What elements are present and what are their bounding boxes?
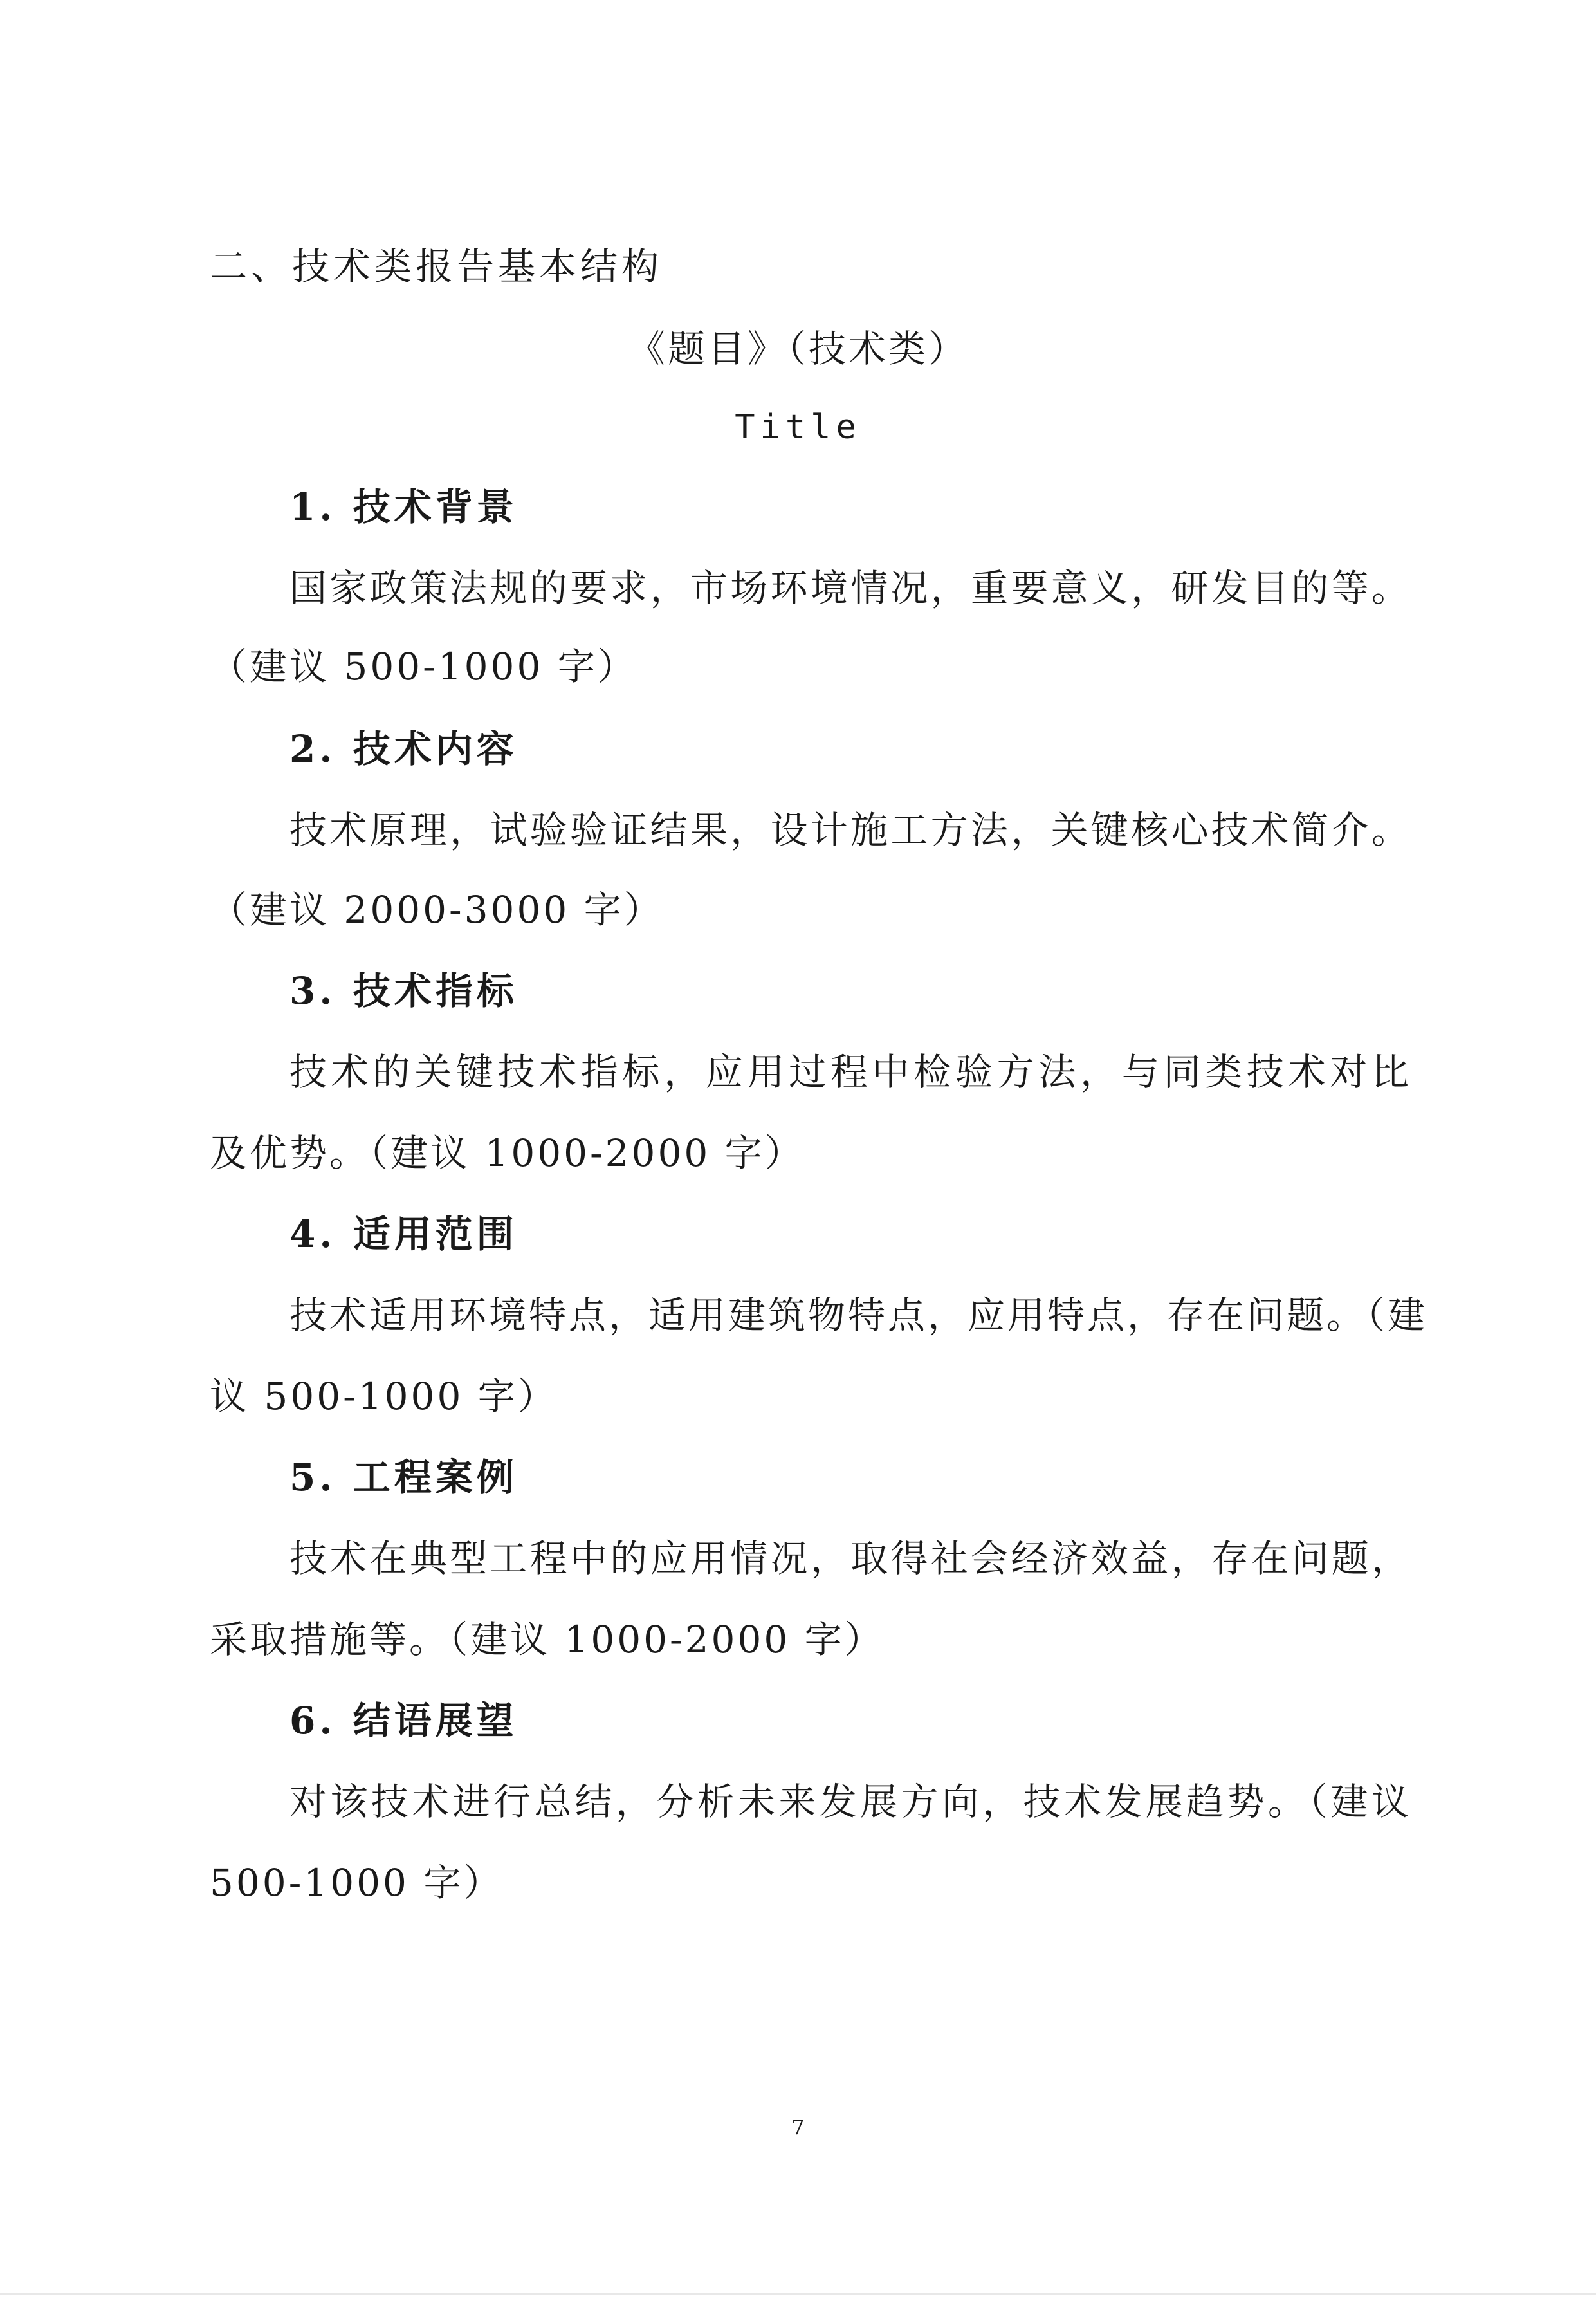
section-heading-background: 1. 技术背景 [289, 485, 518, 529]
section-paragraph-cases-line-1: 技术在典型工程中的应用情况，取得社会经济效益，存在问题， [289, 1537, 1411, 1580]
document-title: 《题目》（技术类） [627, 327, 968, 371]
section-paragraph-background-line-2: （建议 500-1000 字） [210, 645, 637, 688]
page-number: 7 [791, 2115, 805, 2139]
section-heading-indicators: 3. 技术指标 [289, 969, 518, 1013]
section-title: 二、技术类报告基本结构 [210, 245, 663, 288]
section-paragraph-indicators-line-2: 及优势。（建议 1000-2000 字） [210, 1131, 805, 1175]
section-paragraph-scope-line-2: 议 500-1000 字） [210, 1374, 558, 1418]
section-paragraph-cases-line-2: 采取措施等。（建议 1000-2000 字） [210, 1618, 885, 1661]
section-heading-content: 2. 技术内容 [289, 727, 518, 771]
section-paragraph-indicators-line-1: 技术的关键技术指标，应用过程中检验方法，与同类技术对比 [289, 1050, 1411, 1094]
section-heading-scope: 4. 适用范围 [289, 1212, 518, 1256]
document-subtitle: Title [735, 408, 861, 447]
section-paragraph-scope-line-1: 技术适用环境特点，适用建筑物特点，应用特点，存在问题。（建 [289, 1293, 1428, 1337]
section-heading-outlook: 6. 结语展望 [289, 1699, 518, 1742]
section-heading-cases: 5. 工程案例 [289, 1455, 518, 1499]
section-paragraph-outlook-line-1: 对该技术进行总结，分析未来发展方向，技术发展趋势。（建议 [289, 1780, 1411, 1824]
scan-edge-line [0, 2293, 1596, 2295]
section-paragraph-content-line-1: 技术原理，试验验证结果，设计施工方法，关键核心技术简介。 [289, 808, 1411, 852]
section-paragraph-outlook-line-2: 500-1000 字） [210, 1861, 504, 1905]
section-paragraph-content-line-2: （建议 2000-3000 字） [210, 888, 664, 932]
section-paragraph-background-line-1: 国家政策法规的要求，市场环境情况，重要意义，研发目的等。 [289, 566, 1411, 610]
